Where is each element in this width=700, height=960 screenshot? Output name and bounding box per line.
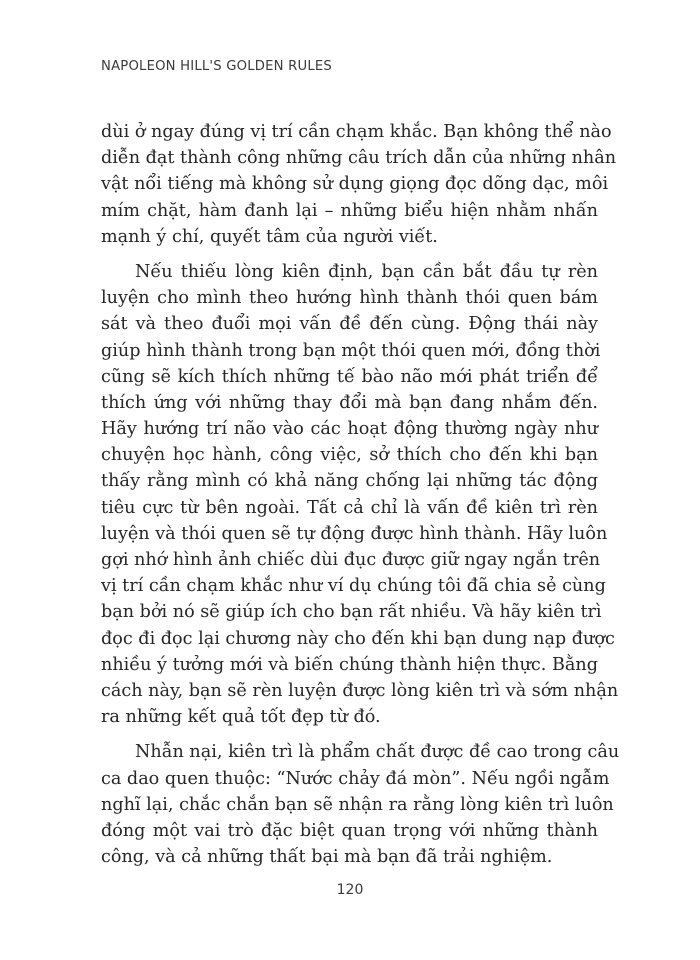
text-line: vật nổi tiếng mà không sử dụng giọng đọc dõng dạc, môi (101, 174, 609, 195)
text-line: mạnh ý chí, quyết tâm của người viết. (101, 226, 438, 247)
text-line: công, và cả những thất bại mà bạn đã trải nghiệm. (101, 847, 553, 868)
text-line: luyện và thói quen sẽ tự động được hình thành. Hãy luôn (101, 523, 608, 544)
text-line: luyện cho mình theo hướng hình thành thói quen bám (101, 288, 598, 309)
text-line: nhiều ý tưởng mới và biến chúng thành hiện thực. Bằng (101, 654, 598, 675)
text-line: bạn bởi nó sẽ giúp ích cho bạn rất nhiều. Và hãy kiên trì (101, 602, 602, 623)
paragraph-2 (101, 259, 619, 730)
text-line: Hãy hướng trí não vào các hoạt động thường ngày như (101, 419, 598, 440)
text-line: Nếu thiếu lòng kiên định, bạn cần bắt đầu tự rèn (135, 261, 598, 282)
text-line: chuyện học hành, công việc, sở thích cho đến khi bạn (101, 445, 598, 466)
body-text (101, 119, 620, 879)
text-line: đọc đi đọc lại chương này cho đến khi bạn dung nạp được (101, 628, 615, 649)
text-line: thấy rằng mình có khả năng chống lại những tác động (101, 471, 598, 492)
text-line: tiêu cực từ bên ngoài. Tất cả chỉ là vấn đề kiên trì rèn (101, 497, 598, 518)
page-number: 120 (336, 882, 364, 898)
text-line: cách này, bạn sẽ rèn luyện được lòng kiên trì và sớm nhận (101, 680, 619, 701)
paragraph-3 (101, 739, 620, 870)
text-line: thích ứng với những thay đổi mà bạn đang nhắm đến. (101, 392, 598, 413)
text-line: diễn đạt thành công những câu trích dẫn của những nhân (101, 148, 617, 169)
paragraph-1 (101, 119, 617, 250)
text-line: giúp hình thành trong bạn một thói quen mới, đồng thời (101, 340, 601, 361)
text-line: sát và theo đuổi mọi vấn đề đến cùng. Động thái này (101, 314, 598, 335)
text-line: nghĩ lại, chắc chắn bạn sẽ nhận ra rằng lòng kiên trì luôn (101, 794, 614, 815)
text-line: gợi nhớ hình ảnh chiếc dùi đục được giữ ngay ngắn trên (101, 550, 601, 570)
text-line: ra những kết quả tốt đẹp từ đó. (101, 707, 381, 728)
text-line: ca dao quen thuộc: “Nước chảy đá mòn”. Nếu ngồi ngẫm (101, 768, 610, 789)
text-line: cũng sẽ kích thích những tế bào não mới phát triển để (101, 366, 598, 387)
text-line: vị trí cần chạm khắc như ví dụ chúng tôi đã chia sẻ cùng (101, 576, 606, 597)
text-line: mím chặt, hàm đanh lại – những biểu hiện nhằm nhấn (101, 200, 598, 221)
text-line: đóng một vai trò đặc biệt quan trọng với những thành (101, 820, 598, 841)
running-header: NAPOLEON HILL'S GOLDEN RULES (101, 59, 332, 74)
text-line: Nhẫn nại, kiên trì là phẩm chất được đề cao trong câu (135, 742, 620, 763)
text-line: dùi ở ngay đúng vị trí cần chạm khắc. Bạn không thể nào (101, 122, 612, 142)
